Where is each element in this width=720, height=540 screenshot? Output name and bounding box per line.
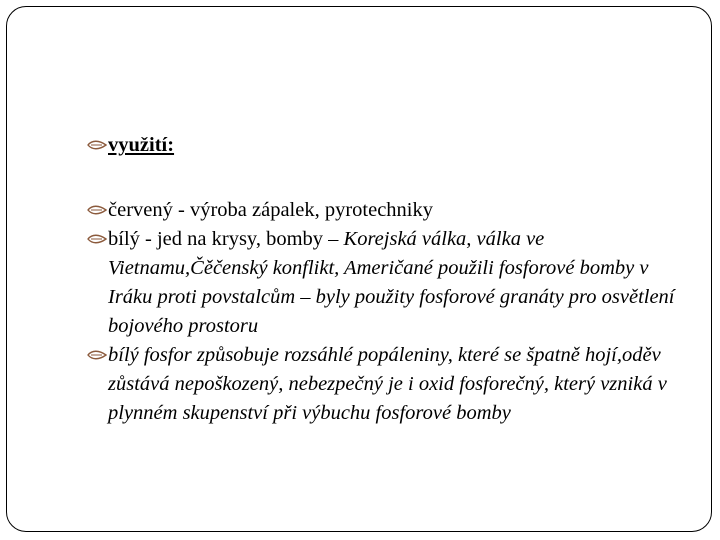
slide-content [87,131,687,428]
heading-text: využití: [108,134,175,156]
list-item [87,225,687,341]
list-item [87,341,687,428]
list-item [87,196,687,225]
slide-frame [6,6,712,532]
leaf-bullet-icon [87,233,107,245]
leaf-bullet-icon [87,204,107,216]
list-item-text: červený - výroba zápalek, pyrotechniky [108,199,434,221]
list-item-italic-text: Korejská válka, válka ve Vietnamu,Čěčenský konflikt, Američané použili fosforové bomby v Iráku proti povstalcům – byly použity fosforové granáty pro osvětlení bojového prostoru [108,228,675,337]
leaf-bullet-icon [87,349,107,361]
list-item-italic-text: bílý fosfor způsobuje rozsáhlé popáleniny, které se špatně hojí,oděv zůstává nepoškozený, nebezpečný je i oxid fosforečný, který vzniká v plynném skupenství při výbuchu fosforové bomby [108,344,667,424]
list-item-text: bílý - jed na krysy, bomby – [108,228,344,250]
spacer [87,160,687,196]
heading-bullet [87,131,687,160]
leaf-bullet-icon [87,139,107,151]
